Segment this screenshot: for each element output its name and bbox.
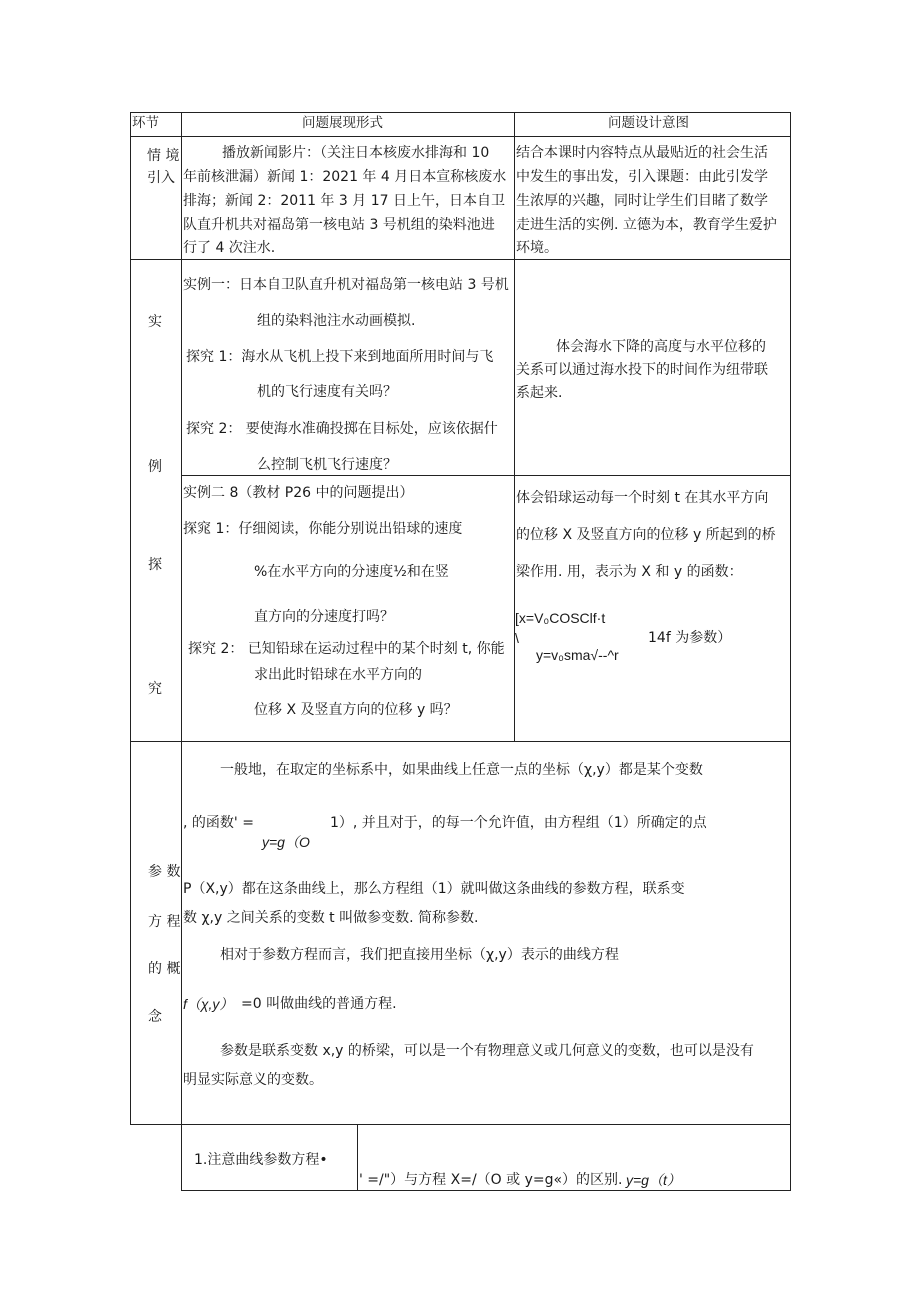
col-divider-1 (181, 112, 182, 1190)
row4-col-divider (357, 1124, 358, 1190)
example-one-line: 组的染料池注水动画模拟. (257, 313, 416, 329)
row2-label-li: 例 (148, 459, 162, 475)
example-two-intent-line: 梁作用. 用，表示为 X 和 y 的函数： (516, 564, 743, 580)
concept-paragraph: P（X,y）都在这条曲线上，那么方程组（1）就叫做这条曲线的参数方程，联系变 (183, 881, 685, 897)
row1-intent-line: 中发生的事出发，引入课题：由此引发学 (516, 169, 768, 185)
example-two-line: 直方向的分速度打吗？ (254, 609, 394, 625)
row4-bottom-border (181, 1190, 791, 1191)
row1-intent-line: 结合本课时内容特点从最贴近的社会生活 (516, 145, 768, 161)
row2-label-tan: 探 (148, 557, 162, 573)
row1-content-line: 播放新闻影片：（关注日本核废水排海和 10 (222, 145, 490, 161)
concept-formula: f（χ,y） (183, 996, 234, 1012)
header-design-intent: 问题设计意图 (608, 115, 689, 131)
concept-paragraph: =0 叫做曲线的普通方程. (241, 996, 397, 1012)
note-right: ' =/"）与方程 X=/（O 或 y=g«）的区别. (359, 1172, 623, 1188)
note-right-formula: y=g（t） (626, 1172, 681, 1188)
formula-brace: \ (515, 630, 519, 646)
row1-bottom-border (130, 259, 791, 260)
concept-paragraph: 1）, 并且对于，的每一个允许值，由方程组（1）所确定的点 (330, 815, 707, 831)
header-stage: 环节 (132, 115, 159, 131)
row2-label-jiu: 究 (148, 681, 162, 697)
row2-bottom-border (130, 741, 791, 742)
example-one-line: 实例一：日本自卫队直升机对福岛第一核电站 3 号机 (183, 277, 509, 293)
concept-paragraph: 相对于参数方程而言，我们把直接用坐标（χ,y）表示的曲线方程 (220, 947, 619, 963)
example-one-intent-line: 关系可以通过海水投下的时间作为纽带联 (516, 362, 768, 378)
example-two-intent-line: 的位移 X 及竖直方向的位移 y 所起到的桥 (516, 527, 776, 543)
note-left: 1.注意曲线参数方程• (194, 1152, 328, 1168)
example-one-intent-line: 系起来. (516, 385, 563, 401)
concept-paragraph: 一般地，在取定的坐标系中，如果曲线上任意一点的坐标（χ,y）都是某个变数 (220, 762, 703, 778)
row3-label-line: 念 (148, 1009, 162, 1025)
row1-content-line: 排海；新闻 2：2011 年 3 月 17 日上午，日本自卫 (183, 193, 505, 209)
row1-label-b: 引入 (147, 170, 175, 186)
concept-formula: y=g（O (262, 834, 310, 850)
example-two-line: 探窕 1：仔细阅读，你能分别说出铅球的速度 (183, 521, 463, 537)
example-one-intent-line: 体会海水下降的高度与水平位移的 (556, 339, 766, 355)
example-two-line: 实例二 8（教材 P26 中的问题提出） (183, 485, 414, 501)
formula-line-y: y=v₀sma√--^r (536, 647, 619, 663)
concept-paragraph: , 的函数' = (183, 815, 254, 831)
row2-label-shi: 实 (148, 314, 162, 330)
row3-label-line: 的 概 (148, 961, 181, 977)
row1-label-a: 情 境 (147, 148, 180, 164)
example-one-line: 么控制飞机飞行速度？ (257, 457, 397, 473)
example-two-line: 位移 X 及竖直方向的位移 y 吗？ (254, 702, 458, 718)
header-question-form: 问题展现形式 (302, 115, 383, 131)
table-top-border (130, 112, 791, 113)
row3-label-line: 方 程 (148, 914, 181, 930)
example-two-line: 探究 2： 已知铅球在运动过程中的某个时刻 t, 你能 (188, 641, 505, 657)
ex1-bottom-border (181, 475, 791, 476)
example-two-line: %在水平方向的分速度½和在竖 (254, 564, 449, 580)
row1-content-line: 年前核泄漏）新闻 1：2021 年 4 月日本宣称核废水 (183, 169, 507, 185)
row1-intent-line: 环境。 (516, 240, 558, 256)
header-bottom-border (130, 136, 791, 137)
example-one-line: 探究 2： 要使海水准确投掷在目标处，应该依据什 (186, 421, 498, 437)
concept-paragraph: 数 χ,y 之间关系的变数 t 叫做参变数. 简称参数. (183, 910, 479, 926)
row1-content-line: 队直升机共对福岛第一核电站 3 号机组的染料池进 (183, 217, 495, 233)
concept-paragraph: 参数是联系变数 x,y 的桥梁，可以是一个有物理意义或几何意义的变数，也可以是没有 (220, 1043, 754, 1059)
concept-paragraph: 明显实际意义的变数。 (183, 1072, 323, 1088)
row1-intent-line: 生浓厚的兴趣，同时让学生们目睹了数学 (516, 193, 768, 209)
formula-param-note: 14f 为参数） (648, 630, 732, 646)
table-right-border (790, 112, 791, 1190)
row3-bottom-border (130, 1124, 791, 1125)
example-two-line: 求出此时铅球在水平方向的 (254, 667, 422, 683)
table-left-border (130, 112, 131, 1124)
example-one-line: 探究 1：海水从飞机上投下来到地面所用时间与飞 (186, 349, 494, 365)
example-two-intent-line: 体会铅球运动每一个时刻 t 在其水平方向 (516, 490, 769, 506)
formula-line-x: [x=V₀COSClf·t (515, 610, 606, 626)
row1-content-line: 行了 4 次注水. (183, 240, 276, 256)
row1-intent-line: 走进生活的实例. 立德为本，教育学生爱护 (516, 217, 777, 233)
example-one-line: 机的飞行速度有关吗？ (257, 384, 397, 400)
row3-label-line: 参 数 (148, 864, 181, 880)
